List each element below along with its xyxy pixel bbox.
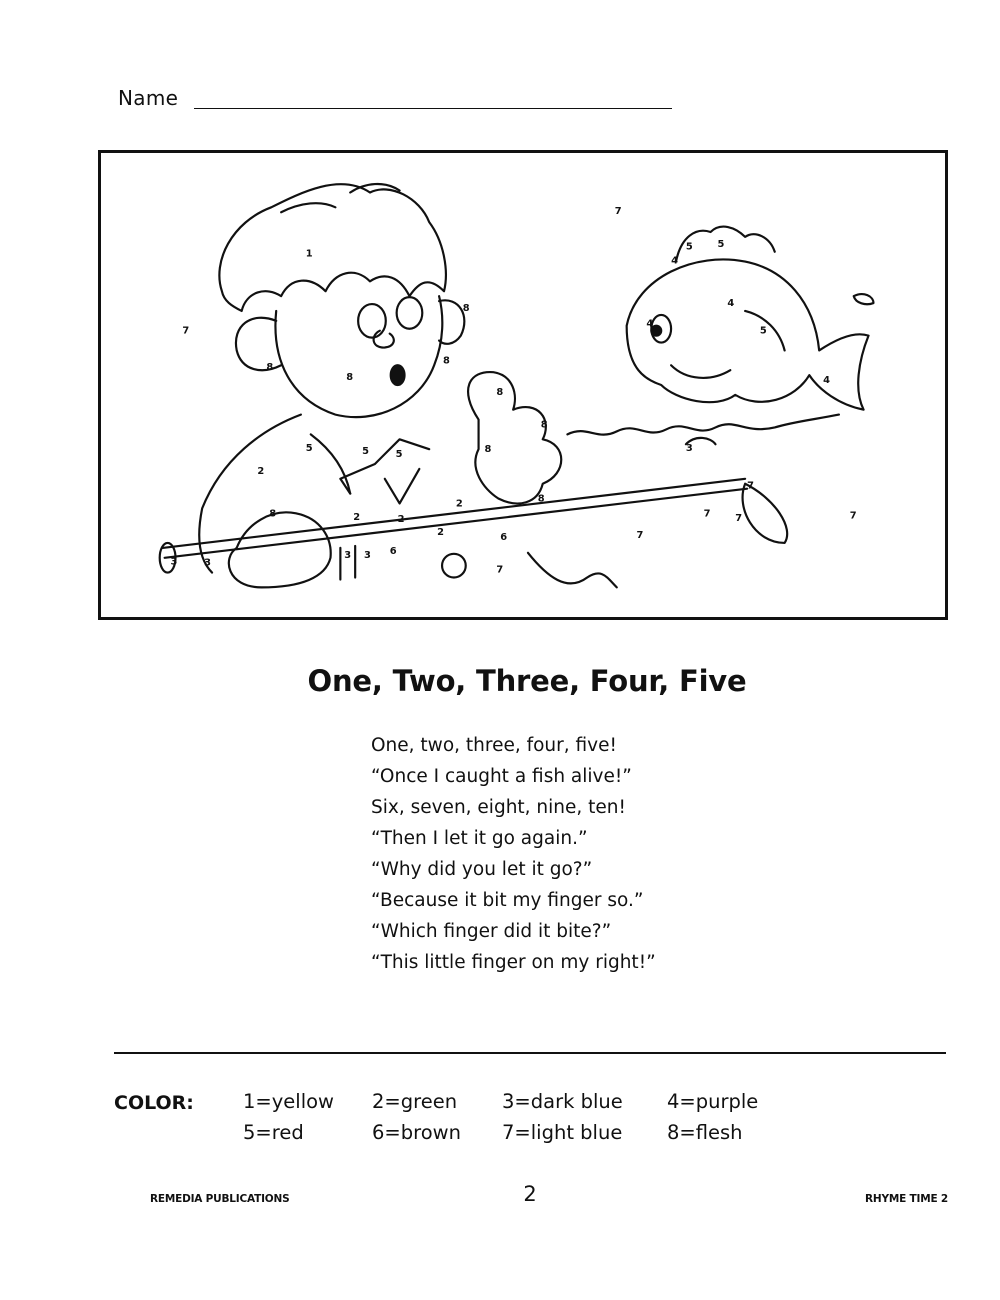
number-label: 2 [455,498,463,510]
boy-left-ear [236,318,281,370]
number-label: 6 [389,545,397,557]
name-label: Name [118,86,179,110]
number-label: 7 [636,530,644,542]
boy-shirt [199,415,301,573]
poem-line: “Which finger did it bite?” [371,921,612,942]
number-label: 2 [437,527,444,539]
boy-left-eye [358,304,386,338]
boy-hair [219,184,445,311]
number-label: 2 [353,512,361,524]
number-label: 5 [395,449,403,461]
number-label: 5 [362,446,369,458]
color-key-item: 2=green [372,1090,458,1113]
number-label: 8 [443,355,450,367]
color-key-item: 1=yellow [243,1090,334,1113]
fish-body [627,259,869,409]
number-label: 4 [727,298,735,310]
poem-line: Six, seven, eight, nine, ten! [371,797,626,818]
number-label: 7 [747,480,754,492]
water-surface [567,415,838,435]
number-label: 4 [823,375,830,387]
boy-left-hand [229,512,331,587]
number-label: 7 [496,564,504,576]
color-key-item: 8=flesh [667,1121,743,1144]
fishing-reel [442,554,466,578]
number-label: 5 [305,443,313,455]
color-key-item: 7=light blue [502,1121,623,1144]
number-label: 8 [537,493,545,505]
section-divider [114,1052,946,1054]
boy-right-eye [397,297,423,329]
color-by-number-picture [98,150,948,620]
poem-line: “This little finger on my right!” [371,952,656,973]
number-label: 5 [717,238,725,250]
number-label: 4 [671,255,678,267]
boy-fishing-drawing [101,153,945,617]
poem-text [371,730,791,978]
poem-line: One, two, three, four, five! [371,735,617,756]
number-label: 3 [204,557,211,569]
number-label: 7 [614,206,622,218]
number-label: 8 [269,508,277,520]
color-key [243,1090,843,1152]
number-label: 5 [685,241,693,253]
footer-series: RHYME TIME 2 [864,1193,948,1205]
color-key-item: 6=brown [372,1121,461,1144]
number-label: 3 [344,549,352,561]
poem-line: “Because it bit my finger so.” [371,890,644,911]
number-label: 8 [346,372,354,384]
number-label: 8 [540,419,548,431]
number-label: 8 [462,302,470,314]
number-label: 6 [500,531,508,543]
rhyme-title: One, Two, Three, Four, Five [307,664,747,698]
number-label: 7 [703,508,711,520]
number-label: 8 [266,362,274,374]
poem-line: “Once I caught a fish alive!” [371,766,632,787]
boy-right-hand [468,372,561,503]
footer-publisher: REMEDIA PUBLICATIONS [150,1193,290,1205]
number-label: 2 [397,514,405,526]
number-label: 8 [496,386,504,398]
number-label: 5 [759,325,767,337]
name-row [118,86,678,116]
number-label: 3 [170,556,178,568]
number-label: 3 [364,549,371,561]
color-key-item: 3=dark blue [502,1090,623,1113]
color-key-item: 5=red [243,1121,304,1144]
number-label: 3 [685,443,693,455]
number-label: 8 [484,444,492,456]
fishing-rod [163,479,745,548]
number-label: 4 [646,318,654,330]
number-label: 1 [305,248,313,260]
poem-line: “Then I let it go again.” [371,828,588,849]
number-label: 7 [182,325,190,337]
name-blank-line[interactable] [194,108,672,109]
poem-line: “Why did you let it go?” [371,859,593,880]
number-label: 7 [849,510,857,522]
color-key-label: COLOR: [114,1092,194,1114]
page-number: 2 [523,1182,537,1206]
color-key-item: 4=purple [667,1090,759,1113]
fishing-line [743,484,788,543]
number-label: 7 [735,513,743,525]
number-label: 2 [257,465,265,477]
